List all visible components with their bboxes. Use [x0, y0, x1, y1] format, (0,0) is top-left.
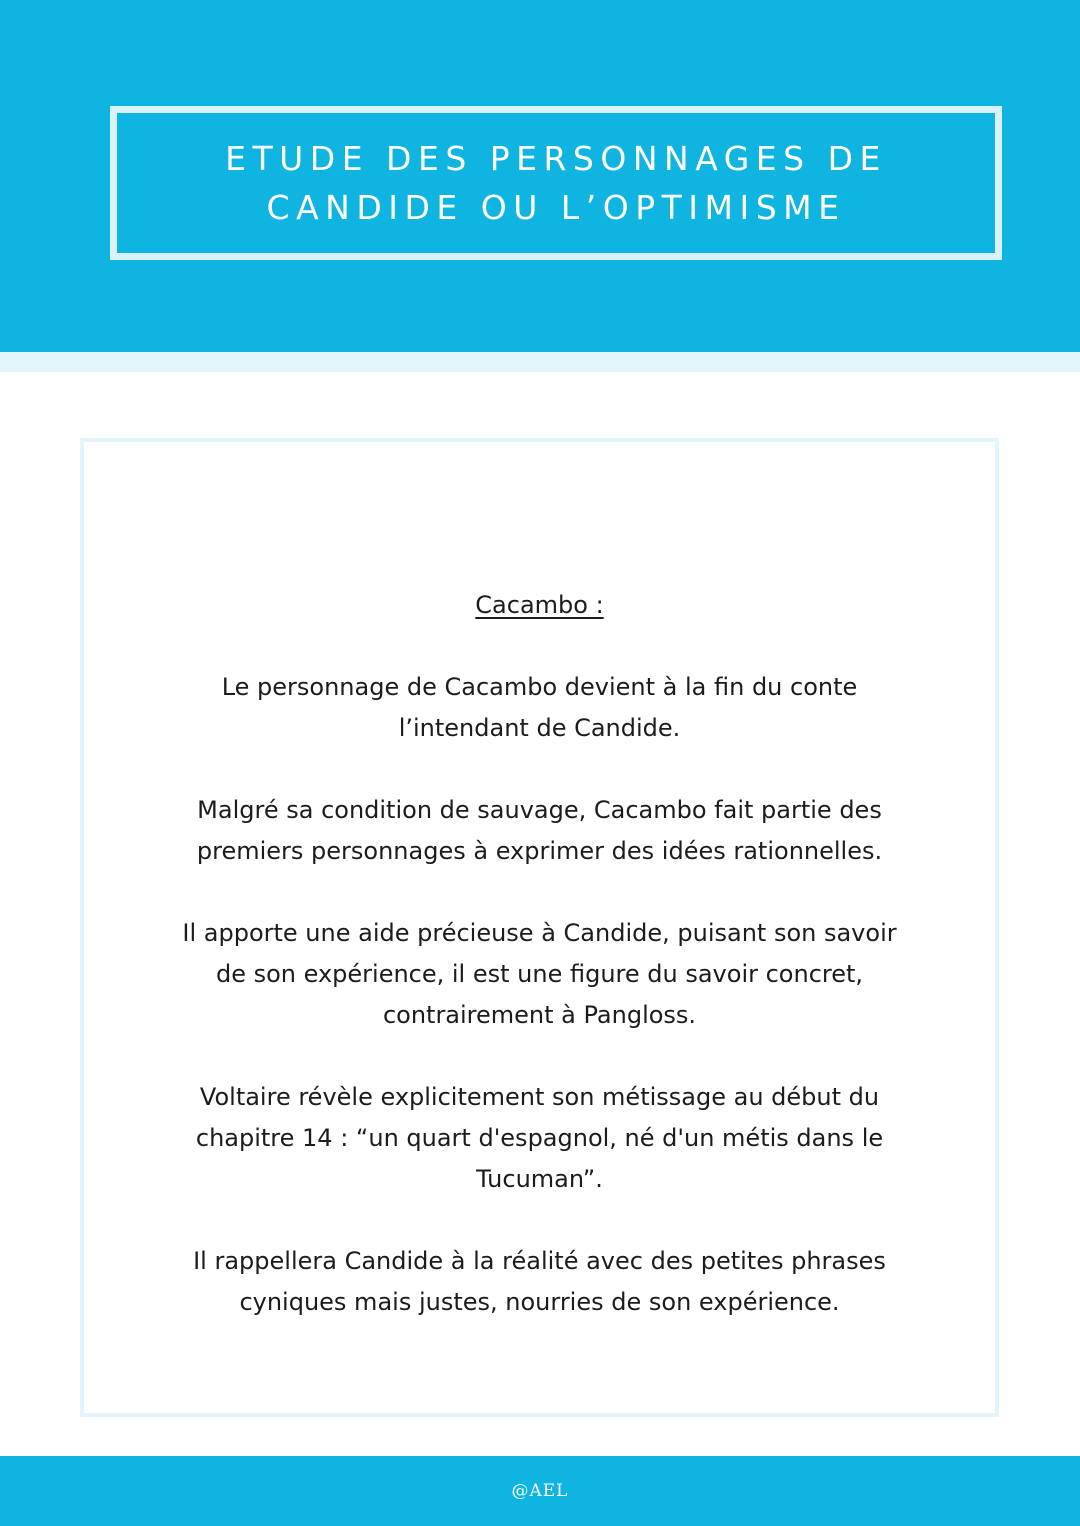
- paragraph-rational-ideas: Malgré sa condition de sauvage, Cacambo fait partie des premiers personnages à exprimer des idées rationnelles.: [196, 796, 883, 865]
- section-heading: Cacambo :: [475, 591, 604, 619]
- paragraph-metissage: Voltaire révèle explicitement son métissage au début du chapitre 14 : “un quart d'espagnol, né d'un métis dans le Tucuman”.: [195, 1083, 884, 1193]
- page-title-line-2: CANDIDE OU L’OPTIMISME: [266, 188, 846, 227]
- paragraph-intendant: Le personnage de Cacambo devient à la fin du conte l’intendant de Candide.: [221, 673, 858, 742]
- page-title-line-1: ETUDE DES PERSONNAGES DE: [225, 139, 887, 178]
- paragraph-concrete-knowledge: Il apporte une aide précieuse à Candide, puisant son savoir de son expérience, il est une figure du savoir concret, contrairement à Pangloss.: [182, 919, 897, 1029]
- footer-credit: @AEL: [511, 1481, 569, 1501]
- title-box: [110, 106, 1002, 260]
- content-panel: [80, 438, 999, 1417]
- paragraph-cynical-phrases: Il rappellera Candide à la réalité avec des petites phrases cyniques mais justes, nourries de son expérience.: [193, 1247, 886, 1316]
- content-body: [84, 585, 995, 1323]
- footer-band: [0, 1456, 1080, 1526]
- header-accent-strip: [0, 352, 1080, 372]
